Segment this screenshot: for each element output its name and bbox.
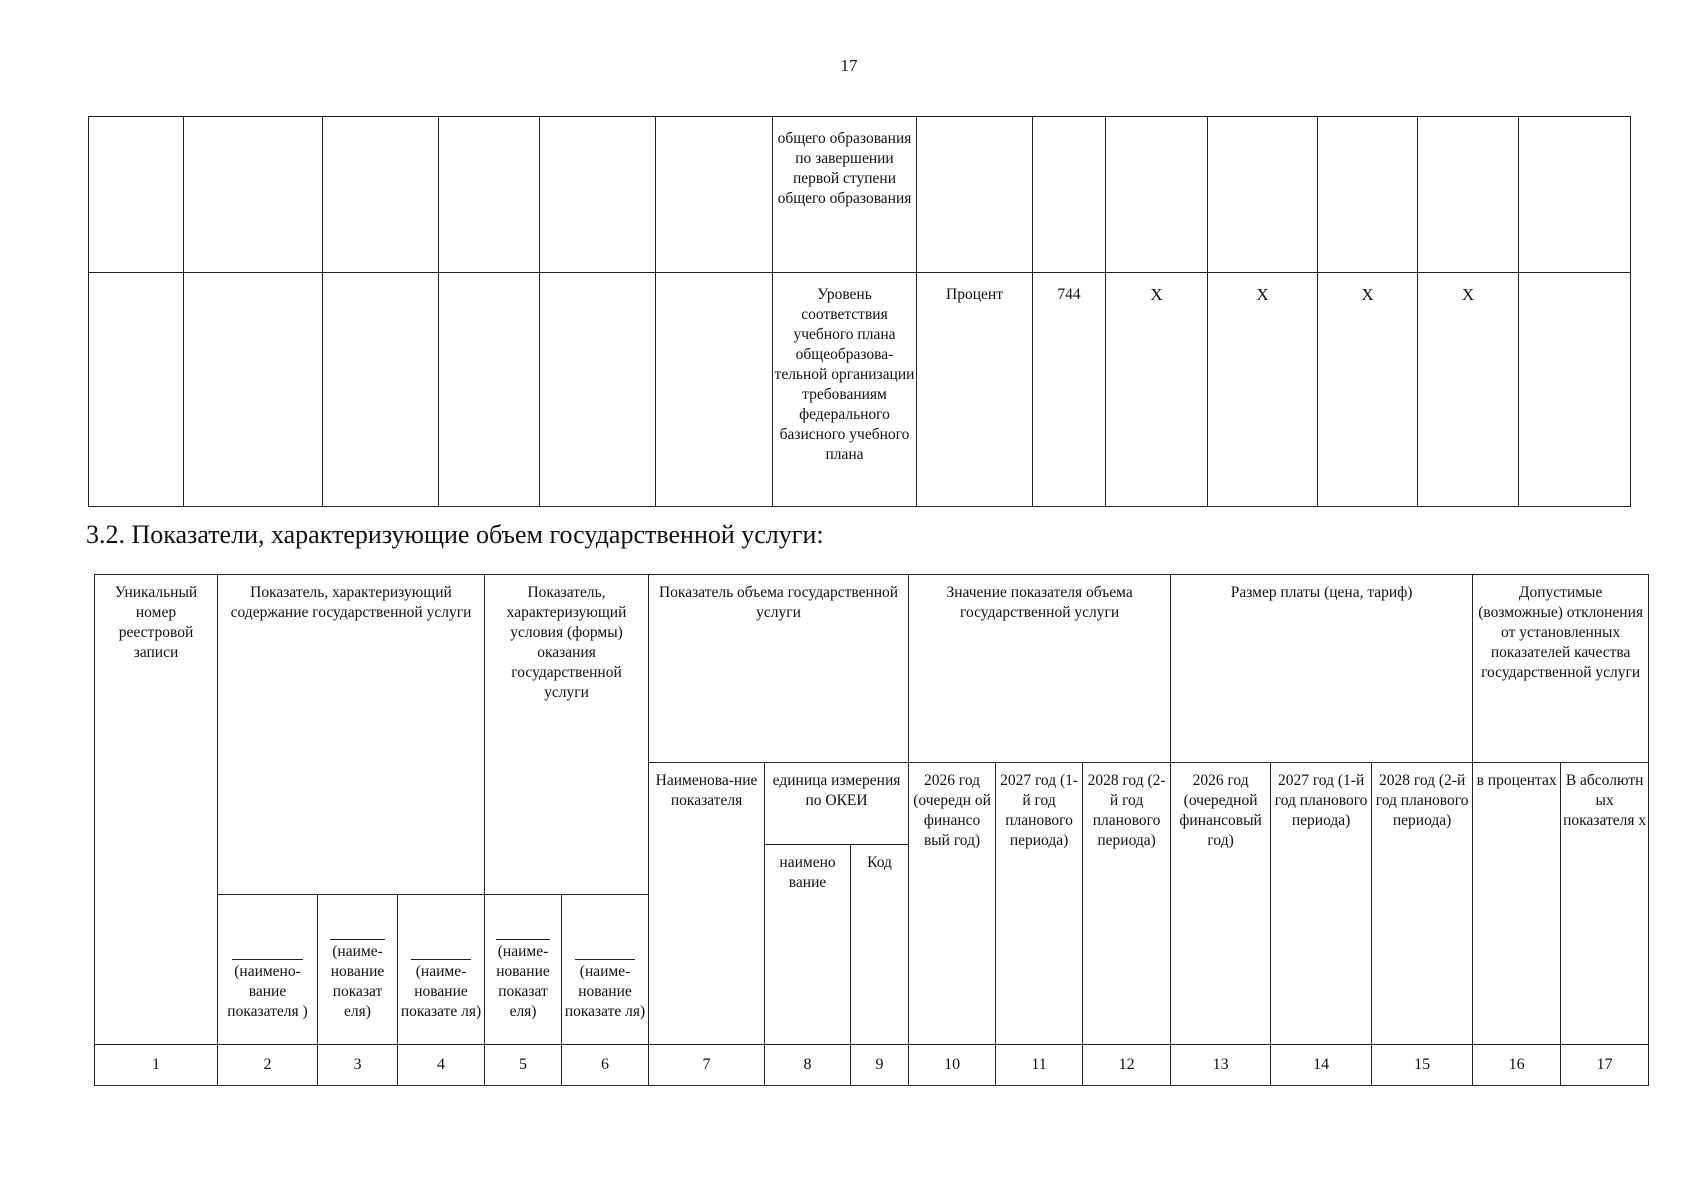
column-number: 13 (1171, 1045, 1271, 1086)
subheader-col-6: (наиме-нование показате ля) (562, 895, 649, 1045)
value-cell: X (1106, 273, 1208, 507)
column-number: 1 (95, 1045, 218, 1086)
header-fee-2028: 2028 год (2-й год планового периода) (1372, 763, 1473, 1045)
header-okei-code: Код (851, 845, 909, 1045)
column-number: 9 (851, 1045, 909, 1086)
column-number: 5 (485, 1045, 562, 1086)
header-fee-2027: 2027 год (1-й год планового периода) (1271, 763, 1372, 1045)
header-value-2027: 2027 год (1-й год планового периода) (996, 763, 1083, 1045)
column-number: 6 (562, 1045, 649, 1086)
header-deviation-percent: в процентах (1473, 763, 1561, 1045)
header-okei-unit: единица измерения по ОКЕИ (765, 763, 909, 845)
header-registry-number: Уникальный номер реестровой записи (95, 575, 218, 1045)
indicator-name: общего образования по завершении первой ступени общего образования (773, 117, 917, 273)
header-conditions-indicator: Показатель, характеризующий условия (формы) оказания государственной услуги (485, 575, 649, 895)
subheader-col-5: (наиме-нование показат еля) (485, 895, 562, 1045)
subheader-col-3: (наиме-нование показат еля) (318, 895, 398, 1045)
header-indicator-name: Наименова-ние показателя (649, 763, 765, 1045)
column-number: 16 (1473, 1045, 1561, 1086)
subheader-col-4: (наиме-нование показате ля) (398, 895, 485, 1045)
column-number: 14 (1271, 1045, 1372, 1086)
header-deviation-absolute: В абсолютн ых показателя х (1561, 763, 1649, 1045)
header-fee: Размер платы (цена, тариф) (1171, 575, 1473, 763)
header-value-2028: 2028 год (2-й год планового периода) (1083, 763, 1171, 1045)
header-volume-indicator: Показатель объема государственной услуги (649, 575, 909, 763)
unit-code: 744 (1033, 273, 1106, 507)
column-number: 12 (1083, 1045, 1171, 1086)
header-fee-2026: 2026 год (очередной финансовый год) (1171, 763, 1271, 1045)
value-cell: X (1208, 273, 1318, 507)
column-number: 8 (765, 1045, 851, 1086)
indicator-name: Уровень соответствия учебного плана общеобразова-тельной организации требованиям федерального базисного учебного плана (773, 273, 917, 507)
quality-continuation-table (88, 116, 1631, 507)
subheader-col-2: (наимено-вание показателя ) (218, 895, 318, 1045)
volume-indicators-table (94, 574, 1649, 1086)
column-number: 17 (1561, 1045, 1649, 1086)
header-content-indicator: Показатель, характеризующий содержание государственной услуги (218, 575, 485, 895)
column-number: 7 (649, 1045, 765, 1086)
column-number-row (95, 1045, 1649, 1086)
header-indicator-value: Значение показателя объема государственной услуги (909, 575, 1171, 763)
column-number: 11 (996, 1045, 1083, 1086)
page-number: 17 (840, 56, 858, 75)
column-number: 2 (218, 1045, 318, 1086)
value-cell: X (1418, 273, 1519, 507)
section-title: 3.2. Показатели, характеризующие объем государственной услуги: (86, 520, 824, 549)
header-deviation: Допустимые (возможные) отклонения от установленных показателей качества государственной услуги (1473, 575, 1649, 763)
column-number: 10 (909, 1045, 996, 1086)
column-number: 3 (318, 1045, 398, 1086)
header-okei-name: наимено вание (765, 845, 851, 1045)
header-value-2026: 2026 год (очередн ой финансо вый год) (909, 763, 996, 1045)
unit-name: Процент (917, 273, 1033, 507)
value-cell: X (1318, 273, 1418, 507)
column-number: 4 (398, 1045, 485, 1086)
column-number: 15 (1372, 1045, 1473, 1086)
